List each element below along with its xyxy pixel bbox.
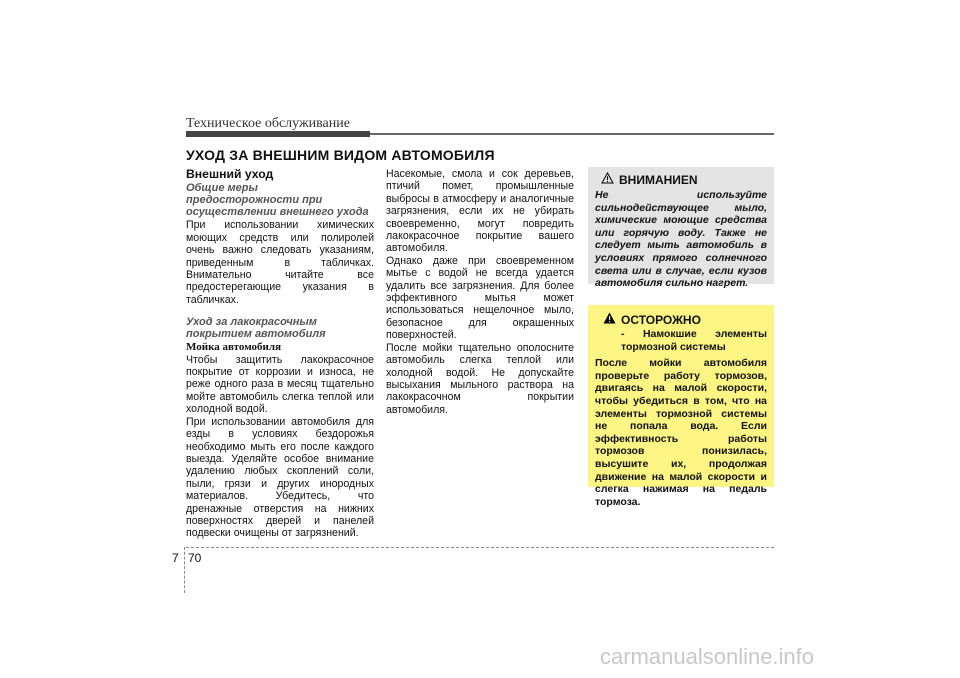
paragraph: При использовании автомобиля для езды в условиях бездорожья необходимо мыть его после каждого выезда. Уделяйте особое внимание удалению любых скоплений соли, пыли, грязи и других инородных материалов. Убедитесь, что дренажные отверстия на нижних поверхностях дверей и панелей подвески очищены от загрязнений.	[186, 415, 374, 540]
column-middle	[386, 168, 574, 416]
footer-divider	[184, 547, 185, 593]
column-left	[186, 168, 374, 540]
caution-title: ОСТОРОЖНО	[621, 312, 701, 327]
chapter-number: 7	[172, 551, 179, 565]
paragraph: Однако даже при своевременном мытье с водой не всегда удается удалить все загрязнения. Для более эффективного мытья может использоваться нещелочное мыло, безопасное для окрашенных поверхностей.	[386, 254, 574, 342]
header-rule	[370, 133, 774, 135]
caution-box	[588, 305, 774, 508]
paragraph: После мойки тщательно ополосните автомобиль слегка теплой или холодной водой. Не допускайте высыхания мыльного раствора на лакокрасочном покрытии автомобиля.	[386, 341, 574, 416]
caution-subtitle: - Намокшие элементы тормозной системы	[621, 328, 767, 353]
paragraph: Насекомые, смола и сок деревьев, птичий помет, промышленные выбросы в атмосферу и аналогичные загрязнения, если их не убирать своевременно, могут повредить лакокрасочное покрытие вашего автомобиля.	[386, 168, 574, 255]
notice-title: ВНИМАНИЕN	[619, 172, 698, 187]
footer-rule	[186, 547, 774, 548]
paragraph: Чтобы защитить лакокрасочное покрытие от коррозии и износа, не реже одного раза в месяц тщательно мойте автомобиль слегка теплой или холодной водой.	[186, 353, 374, 416]
section-title: УХОД ЗА ВНЕШНИМ ВИДОМ АВТОМОБИЛЯ	[186, 147, 495, 163]
subheading-paint-care: Уход за лакокрасочным покрытием автомобиля	[186, 316, 326, 341]
subheading-washing: Мойка автомобиля	[186, 341, 282, 354]
notice-box	[588, 167, 774, 290]
heading-external-care: Внешний уход	[186, 167, 274, 181]
notice-text: Не используйте сильнодействующее мыло, химические моющие средства или горячую воду. Также не следует мыть автомобиль в условиях прямого солнечного света или в случае, если кузов автомобиля сильно нагрет.	[595, 189, 767, 290]
watermark: carmanualsonline.info	[600, 644, 815, 669]
subheading-precautions: Общие меры предосторожности при осуществлении внешнего ухода	[186, 182, 369, 219]
caution-text: После мойки автомобиля проверьте работу тормозов, двигаясь на малой скорости, чтобы убедиться в том, что на элементы тормозной системы не попала вода. Если эффективность работы тормозов понизилась, высушите их, продолжая движение на малой скорости и слегка нажимая на педаль тормоза.	[595, 357, 767, 508]
page-number: 70	[188, 551, 202, 565]
warning-triangle-outline-icon	[601, 172, 614, 187]
header-bar	[186, 131, 370, 137]
warning-triangle-filled-icon	[603, 312, 616, 327]
header-title: Техническое обслуживание	[186, 116, 350, 131]
paragraph: При использовании химических моющих средств или полиролей очень важно следовать указаниям, приведенным в табличках. Внимательно читайте все предостерегающие указания в табличках.	[186, 219, 374, 306]
